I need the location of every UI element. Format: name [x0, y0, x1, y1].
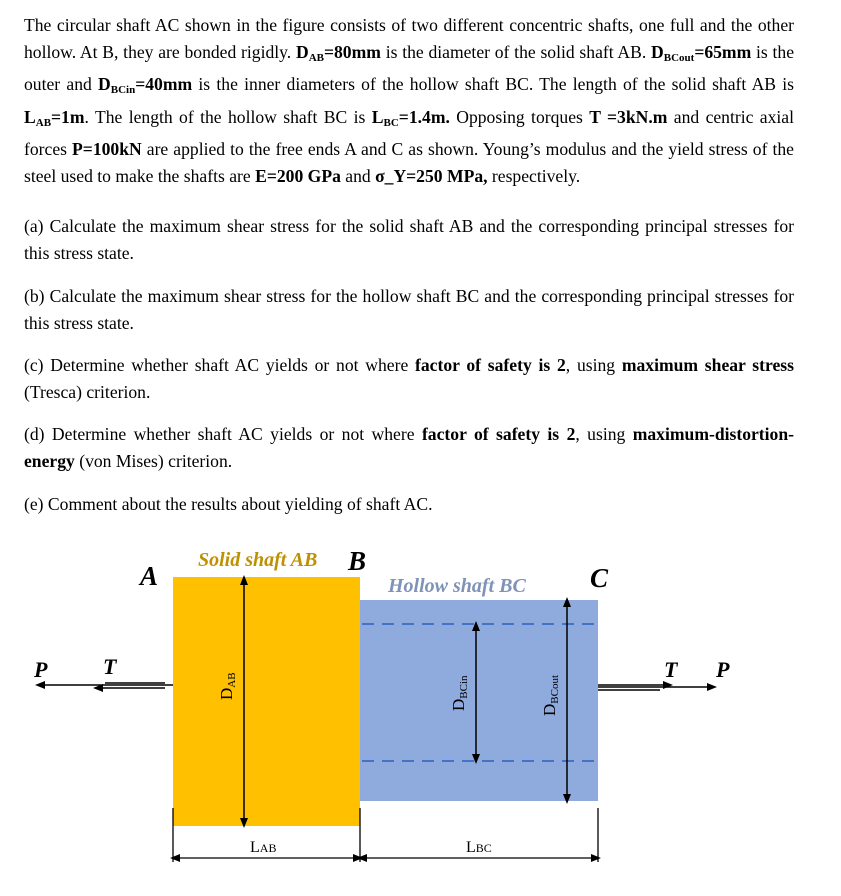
label-lab: LAB [250, 839, 277, 856]
modulus-spec: E=200 GPa [255, 165, 341, 186]
label-b: B [348, 546, 367, 576]
intro-text-8: are applied to the free ends A and C as shown. Young’s modulus and the yield stress of the steel used to make the shafts are [24, 139, 794, 186]
svg-text:DAB: DAB [217, 672, 238, 700]
intro-text-4: is the inner diameters of the hollow shaft BC. The length of the solid shaft AB is [192, 74, 794, 94]
svg-text:DBCin: DBCin [449, 675, 470, 711]
part-d: (d) Determine whether shaft AC yields or not where factor of safety is 2, using maximum-distortion-energy (von Mises) criterion. [24, 424, 794, 471]
yield-spec: σ_Y=250 MPa, [375, 165, 488, 186]
dbcin-spec: $D_{BCin}=40mm$ [98, 74, 193, 96]
intro-text-9: and [340, 165, 376, 186]
lbc-spec: $L_{BC}=1.4m$. [371, 106, 450, 129]
intro-text-7: and centric axial forces [24, 106, 794, 159]
dab-spec: $D_{AB}=80mm$ [295, 41, 381, 64]
intro-text-5: . The length of the hollow shaft BC is [84, 106, 372, 127]
torque-spec: T =3kN.m [589, 106, 668, 127]
part-b: (b) Calculate the maximum shear stress for the hollow shaft BC and the corresponding principal stresses for this stress state. [24, 286, 794, 333]
label-c: C [590, 563, 609, 593]
part-c: (c) Determine whether shaft AC yields or not where factor of safety is 2, using maximum shear stress (Tresca) criterion. [24, 355, 794, 402]
lab-spec: $L_{AB}=1m$ [24, 106, 85, 129]
dbcout-spec: $D_{BCout}=65mm$ [651, 41, 752, 64]
hollow-shaft-bc [360, 600, 598, 801]
label-solid-shaft: Solid shaft AB [198, 549, 318, 571]
part-a: (a) Calculate the maximum shear stress for the solid shaft AB and the corresponding principal stresses for this stress state. [24, 216, 794, 263]
intro-text-2: is the diameter of the solid shaft AB. [380, 41, 652, 62]
intro-text-6: Opposing torques [449, 106, 590, 127]
label-p-right: P [716, 657, 730, 682]
shaft-figure [0, 540, 841, 890]
intro-text-1: The circular shaft AC shown in the figure consists of two different concentric shafts, one full and the other hollow. At B, they are bonded rigidly. [24, 15, 794, 62]
intro-text-3: is the outer and [24, 41, 795, 94]
label-a: A [140, 561, 159, 591]
label-p-left: P [34, 657, 48, 682]
label-lbc: LBC [466, 839, 492, 856]
solid-shaft-ab [173, 577, 360, 826]
label-hollow-shaft: Hollow shaft BC [388, 575, 526, 597]
part-e: (e) Comment about the results about yielding of shaft AC. [24, 494, 433, 514]
intro-text-10: respectively. [487, 165, 581, 186]
svg-text:DBCout: DBCout [540, 674, 561, 716]
intro-paragraph [24, 12, 794, 189]
label-t-right: T [664, 657, 678, 682]
label-t-left: T [103, 654, 117, 679]
force-spec: P=100kN [72, 139, 142, 159]
